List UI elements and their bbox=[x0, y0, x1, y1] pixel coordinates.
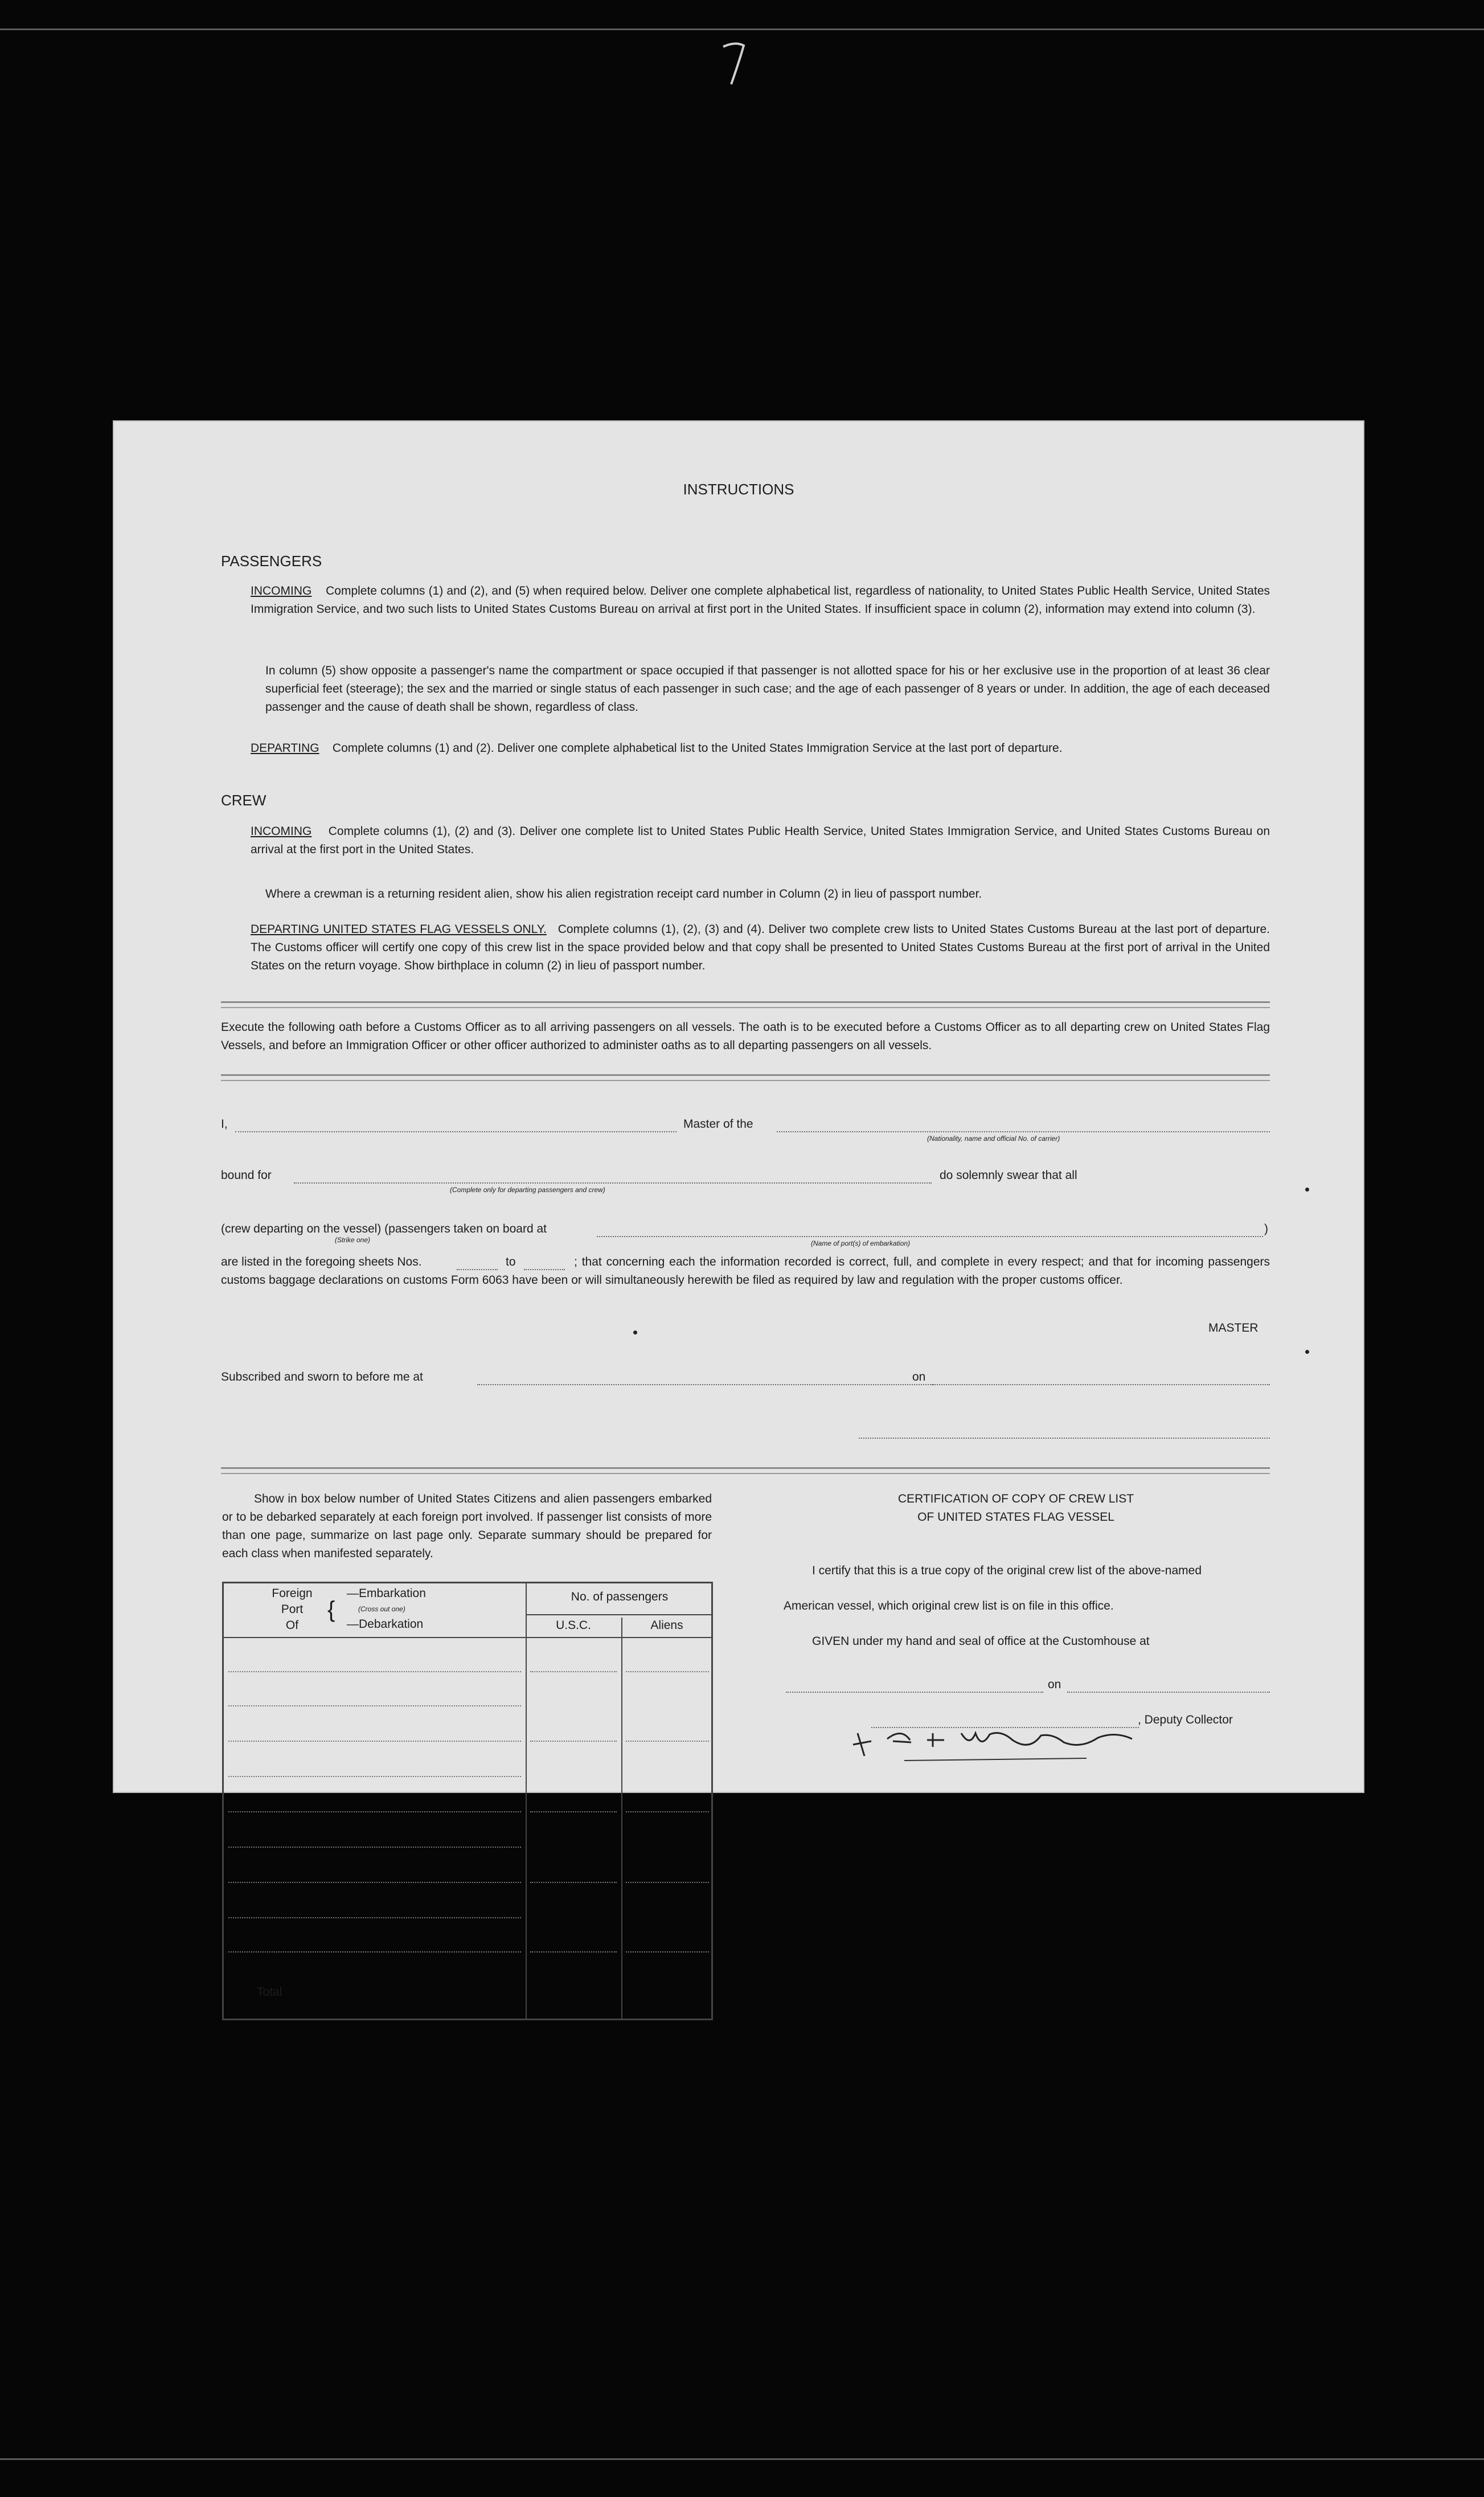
passengers-departing bbox=[251, 739, 1270, 758]
passengers-column5: In column (5) show opposite a passenger's name the compartment or space occupied if that passenger is not allotted space for his or her exclusive use in the proportion of at least 36 clear superficial feet (steerage); the sex and the married or single status of each passenger in such case; and the age of each passenger of 8 years or under. In addition, the age of each deceased passenger and the cause of death shall be shown, regardless of class. bbox=[265, 664, 1270, 714]
table-row[interactable] bbox=[228, 1811, 521, 1812]
embarkation-field[interactable] bbox=[597, 1236, 1263, 1237]
subscribed-label: Subscribed and sworn to before me at bbox=[221, 1370, 423, 1383]
deputy-collector-label: , Deputy Collector bbox=[1138, 1713, 1233, 1726]
usc-cell[interactable] bbox=[530, 1741, 617, 1742]
passengers-heading: PASSENGERS bbox=[221, 552, 322, 570]
summary-header-divider bbox=[526, 1614, 711, 1615]
bound-for-field[interactable] bbox=[294, 1182, 932, 1184]
embarkation-hint: (Name of port(s) of embarkation) bbox=[811, 1239, 911, 1247]
aliens-cell[interactable] bbox=[626, 1671, 709, 1672]
summary-instructions: Show in box below number of United States Citizens and alien passengers embarked or to be debarked separately at each foreign port involved. If passenger list consists of more than one page, summarize on last page only. Separate summary should be prepared for each class when manifested separately. bbox=[222, 1492, 712, 1560]
table-row[interactable] bbox=[228, 1847, 521, 1848]
crew-departing-label: DEPARTING UNITED STATES FLAG VESSELS ONLY. bbox=[251, 923, 547, 936]
certification-title: CERTIFICATION OF COPY OF CREW LIST OF UNITED STATES FLAG VESSEL bbox=[897, 1492, 1134, 1524]
certification-line3: GIVEN under my hand and seal of office at the Customhouse at bbox=[812, 1635, 1150, 1648]
divider-3 bbox=[221, 1467, 1270, 1469]
certification-date-field[interactable] bbox=[1067, 1692, 1270, 1693]
crew-passengers-label: (crew departing on the vessel) (passengers taken on board at bbox=[221, 1222, 547, 1235]
aliens-cell[interactable] bbox=[626, 1951, 709, 1952]
master-of-label: Master of the bbox=[683, 1117, 753, 1131]
sworn-place-field[interactable] bbox=[477, 1384, 933, 1385]
usc-cell[interactable] bbox=[530, 1811, 617, 1812]
scan-speck bbox=[1305, 1188, 1309, 1192]
instructions-title: INSTRUCTIONS bbox=[683, 481, 794, 498]
crew-heading: CREW bbox=[221, 792, 267, 809]
passengers-departing-text: Complete columns (1) and (2). Deliver one complete alphabetical list to the United States Immigration Service at the last port of departure. bbox=[332, 742, 1063, 755]
divider-1 bbox=[221, 1001, 1270, 1003]
summary-table bbox=[222, 1582, 713, 2020]
col-foreign-label: Foreign Port Of bbox=[272, 1587, 313, 1632]
handwritten-mark bbox=[719, 39, 753, 90]
divider-2b bbox=[221, 1080, 1270, 1081]
table-row[interactable] bbox=[228, 1917, 521, 1918]
to-label: to bbox=[506, 1255, 516, 1268]
aliens-cell[interactable] bbox=[626, 1741, 709, 1742]
master-signature bbox=[847, 1716, 1166, 1767]
usc-header: U.S.C. bbox=[556, 1619, 591, 1632]
total-label: Total bbox=[257, 1986, 282, 1999]
master-name-field[interactable] bbox=[235, 1131, 677, 1132]
film-edge-top bbox=[0, 28, 1484, 30]
passengers-incoming-label: INCOMING bbox=[251, 584, 312, 597]
cross-out-hint: (Cross out one) bbox=[358, 1605, 405, 1613]
scan-speck bbox=[633, 1331, 637, 1335]
passengers-incoming bbox=[251, 582, 1270, 619]
carrier-hint: (Nationality, name and official No. of carrier) bbox=[927, 1135, 1060, 1143]
table-row[interactable] bbox=[228, 1951, 521, 1952]
summary-col-divider-1 bbox=[526, 1583, 527, 2019]
crew-incoming bbox=[251, 822, 1270, 859]
divider-3b bbox=[221, 1473, 1270, 1474]
oath-intro: Execute the following oath before a Customs Officer as to all arriving passengers on all vessels. The oath is to be executed before a Customs Officer as to all departing crew on United States Flag Vessels, and before an Immigration Officer or other officer authorized to administer oaths as to all departing passengers on all vessels. bbox=[221, 1021, 1270, 1052]
divider-1b bbox=[221, 1007, 1270, 1008]
crew-departing-text: Complete columns (1), (2), (3) and (4). Deliver two complete crew lists to United States Customs Bureau at the last port of departure. The Customs officer will certify one copy of this crew list in the space provided below and that copy shall be presented to United States Customs Bureau at the first port of arrival in the United States on the return voyage. Show birthplace in column (2) in lieu of passport number. bbox=[251, 923, 1270, 972]
aliens-cell[interactable] bbox=[626, 1882, 709, 1883]
customhouse-field[interactable] bbox=[786, 1692, 1043, 1693]
scan-speck bbox=[1305, 1350, 1309, 1354]
table-row[interactable] bbox=[228, 1741, 521, 1742]
brace-icon: { bbox=[327, 1597, 335, 1622]
listed-label: are listed in the foregoing sheets Nos. bbox=[221, 1255, 422, 1268]
embarkation-option[interactable]: —Embarkation bbox=[347, 1587, 426, 1600]
summary-header-bottom bbox=[224, 1637, 711, 1638]
film-edge-bottom bbox=[0, 2458, 1484, 2460]
table-row[interactable] bbox=[228, 1705, 521, 1706]
no-passengers-header: No. of passengers bbox=[571, 1590, 669, 1603]
usc-cell[interactable] bbox=[530, 1882, 617, 1883]
deputy-collector-field[interactable] bbox=[871, 1727, 1139, 1728]
table-row[interactable] bbox=[228, 1776, 521, 1777]
table-row[interactable] bbox=[228, 1671, 521, 1672]
aliens-header: Aliens bbox=[650, 1619, 683, 1632]
certification-line1: I certify that this is a true copy of the original crew list of the above-named bbox=[812, 1564, 1202, 1577]
swear-label: do solemnly swear that all bbox=[940, 1169, 1077, 1182]
oath-i-label: I, bbox=[221, 1117, 228, 1131]
form-sheet bbox=[113, 420, 1364, 1999]
sworn-date-field[interactable] bbox=[933, 1384, 1270, 1385]
table-row[interactable] bbox=[228, 1882, 521, 1883]
crew-resident-alien: Where a crewman is a returning resident alien, show his alien registration receipt card number in Column (2) in lieu of passport number. bbox=[265, 887, 982, 900]
debarkation-option[interactable]: —Debarkation bbox=[347, 1618, 424, 1631]
aliens-cell[interactable] bbox=[626, 1811, 709, 1812]
master-label: MASTER bbox=[1208, 1321, 1258, 1335]
bound-for-hint: (Complete only for departing passengers and crew) bbox=[450, 1186, 605, 1194]
carrier-field[interactable] bbox=[777, 1131, 1270, 1132]
summary-col-divider-2 bbox=[621, 1618, 622, 2019]
passengers-departing-label: DEPARTING bbox=[251, 742, 319, 755]
bound-for-label: bound for bbox=[221, 1169, 272, 1182]
crew-incoming-text: Complete columns (1), (2) and (3). Deliver one complete list to United States Public Health Service, United States Immigration Service, and United States Customs Bureau on arrival at the first port in the United States. bbox=[251, 825, 1270, 856]
strike-hint: (Strike one) bbox=[335, 1236, 371, 1244]
sworn-on-label: on bbox=[912, 1370, 926, 1383]
close-paren: ) bbox=[1264, 1222, 1268, 1235]
crew-departing bbox=[251, 920, 1270, 975]
usc-cell[interactable] bbox=[530, 1951, 617, 1952]
certification-line2: American vessel, which original crew list is on file in this office. bbox=[784, 1599, 1114, 1612]
usc-cell[interactable] bbox=[530, 1671, 617, 1672]
divider-2 bbox=[221, 1074, 1270, 1076]
passengers-incoming-text: Complete columns (1) and (2), and (5) when required below. Deliver one complete alphabetical list, regardless of nationality, to United States Public Health Service, United States Immigration Service, and two such lists to United States Customs Bureau on arrival at first port in the United States. If insufficient space in column (2), information may extend into column (3). bbox=[251, 584, 1270, 616]
officer-signature-field[interactable] bbox=[859, 1438, 1270, 1439]
crew-incoming-label: INCOMING bbox=[251, 825, 312, 838]
certification-on-label: on bbox=[1048, 1678, 1061, 1691]
oath-body: ; that concerning each the information recorded is correct, full, and complete in every respect; and that for incoming passengers customs baggage declarations on customs Form 6063 have been or will simultaneously herewith be filed as required by law and regulation with the proper customs officer. bbox=[221, 1255, 1270, 1287]
